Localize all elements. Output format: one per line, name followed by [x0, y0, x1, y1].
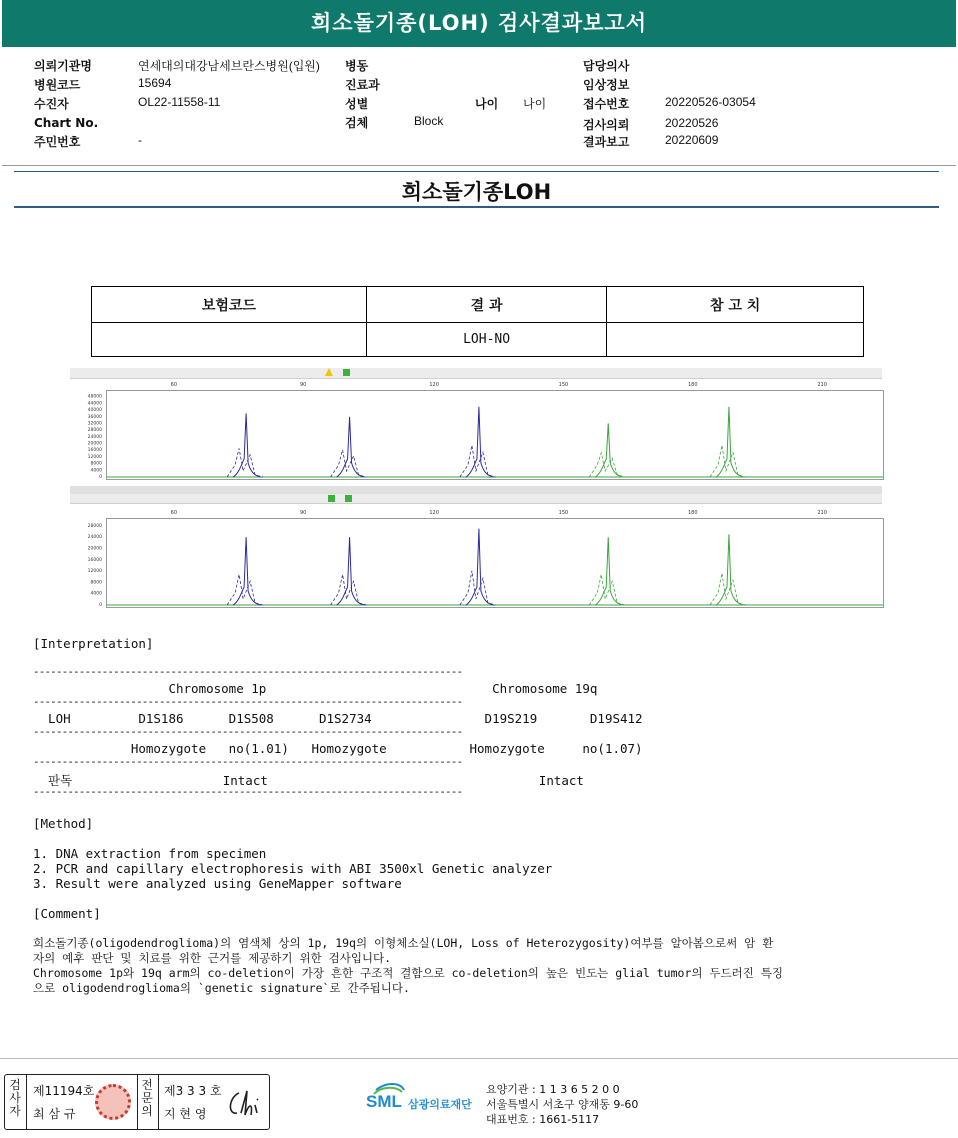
dept-label: 진료과	[345, 78, 380, 92]
hospital-value: 연세대의대강남세브란스병원(입원)	[138, 59, 320, 73]
specimen-value: Block	[414, 114, 444, 128]
organization-logo	[366, 1080, 478, 1122]
patient-value: OL22-11558-11	[138, 95, 221, 109]
id-label: 주민번호	[34, 135, 81, 149]
chromosome-line: Chromosome 1p Chromosome 19q	[33, 681, 598, 696]
method-line-2: 2. PCR and capillary electrophoresis with ABI 3500xl Genetic analyzer	[33, 861, 553, 876]
comment-heading: [Comment]	[33, 906, 101, 921]
tester-name: 최 삼 규	[33, 1107, 76, 1121]
footer-divider	[0, 1058, 958, 1059]
y-tick-label: 8000	[90, 580, 102, 586]
org-logo-text: SML	[366, 1092, 402, 1111]
status-green-icon	[345, 495, 352, 502]
warning-icon	[325, 368, 333, 376]
x-tick-label: 60	[170, 510, 178, 516]
code-label: 병원코드	[34, 78, 81, 92]
status-green-icon	[343, 369, 350, 376]
y-tick-label: 12000	[87, 454, 102, 460]
header-result: 결 과	[366, 287, 606, 323]
report-title-bar: 희소돌기종(LOH) 검사결과보고서	[2, 0, 956, 47]
y-tick-label: 12000	[87, 569, 102, 575]
report-subtitle: 희소돌기종LOH	[401, 180, 552, 204]
care-number: 요양기관 : 1 1 3 6 5 2 0 0	[486, 1083, 620, 1096]
x-tick-label: 210	[817, 382, 827, 388]
interpretation-heading: [Interpretation]	[33, 636, 154, 651]
cell-result: LOH-NO	[366, 323, 606, 357]
request-label: 검사의뢰	[583, 118, 630, 132]
x-tick-label: 90	[300, 382, 307, 388]
result-line: Homozygote no(1.01) Homozygote Homozygote no(1.07)	[33, 741, 643, 756]
comment-line-2: 자의 예후 판단 및 치료를 위한 근거를 제공하기 위한 검사입니다.	[33, 951, 392, 965]
y-tick-label: 36000	[87, 414, 102, 420]
doctor-label: 담당의사	[583, 59, 630, 73]
org-contact	[486, 1082, 638, 1127]
ward-label: 병동	[345, 59, 369, 73]
y-tick-label: 24000	[87, 434, 102, 440]
header-insurance-code: 보험코드	[92, 287, 367, 323]
y-tick-label: 4000	[90, 468, 102, 474]
x-tick-label: 180	[688, 510, 698, 516]
electropherogram-tumor	[70, 368, 882, 480]
dash-line: ---------------------------------------------------------------------------	[33, 725, 463, 738]
y-tick-label: 32000	[87, 421, 102, 427]
report-date-value: 20220609	[665, 133, 719, 147]
patient-label: 수진자	[34, 97, 69, 111]
y-tick-label: 0	[99, 603, 102, 606]
x-tick-label: 120	[429, 510, 439, 516]
comment-line-3: Chromosome 1p와 19q arm의 co-deletion이 가장 흔한 구조적 결함으로 co-deletion의 높은 빈도는 glial tumor의 두드러진 특징	[33, 966, 783, 980]
y-tick-label: 44000	[87, 401, 102, 407]
x-tick-label: 60	[170, 382, 178, 388]
id-value: -	[138, 133, 142, 147]
phone: 대표번호 : 1661-5117	[486, 1113, 600, 1126]
dash-line: ---------------------------------------------------------------------------	[33, 665, 463, 678]
y-tick-label: 28000	[87, 523, 102, 529]
org-name: 삼광의료재단	[408, 1098, 472, 1111]
chart-axis	[70, 506, 882, 606]
receipt-value: 20220526-03054	[665, 95, 756, 109]
specialist-license: 제3 3 3 호	[164, 1084, 222, 1098]
y-tick-label: 48000	[87, 394, 102, 400]
y-tick-label: 0	[99, 475, 102, 478]
report-date-label: 결과보고	[583, 135, 630, 149]
seal-stamp-icon	[95, 1084, 131, 1120]
age-value: 나이	[523, 97, 547, 111]
y-tick-label: 4000	[90, 591, 102, 597]
comment-line-4: 으로 oligodendroglioma의 `genetic signature`로 간주됩니다.	[33, 981, 410, 995]
clinical-label: 임상정보	[583, 78, 630, 92]
specialist-label: 전문의	[141, 1078, 153, 1118]
x-tick-label: 90	[300, 510, 307, 516]
comment-line-1: 희소돌기종(oligodendroglioma)의 염색체 상의 1p, 19q의 이형체소실(LOH, Loss of Heterozygosity)여부를 알아봄으로써 암 환	[33, 936, 774, 950]
y-tick-label: 28000	[87, 428, 102, 434]
marker-line: LOH D1S186 D1S508 D1S2734 D19S219 D19S412	[33, 711, 643, 726]
y-tick-label: 16000	[87, 448, 102, 454]
receipt-label: 접수번호	[583, 97, 630, 111]
code-value: 15694	[138, 76, 172, 90]
divider	[2, 165, 956, 166]
signature-icon	[225, 1087, 265, 1121]
y-tick-label: 24000	[87, 535, 102, 541]
header-reference: 참 고 치	[607, 287, 864, 323]
address: 서울특별시 서초구 양재동 9-60	[486, 1098, 639, 1111]
status-green-icon	[328, 495, 335, 502]
verdict-line: 판독 Intact Intact	[33, 773, 584, 788]
chart-axis	[70, 378, 882, 478]
y-tick-label: 8000	[90, 461, 102, 467]
specialist-name: 지 현 영	[164, 1107, 207, 1121]
request-value: 20220526	[665, 116, 719, 130]
y-tick-label: 40000	[87, 408, 102, 414]
tester-license: 제11194호	[33, 1084, 95, 1098]
chart-no-label: Chart No.	[34, 116, 99, 130]
y-tick-label: 20000	[87, 546, 102, 552]
signature-box	[4, 1074, 270, 1130]
method-heading: [Method]	[33, 816, 94, 831]
electropherogram-normal	[70, 486, 882, 608]
y-tick-label: 16000	[87, 557, 102, 563]
sex-label: 성별	[345, 97, 369, 111]
tester-label: 검사자	[9, 1078, 21, 1118]
x-tick-label: 120	[429, 382, 439, 388]
cell-reference	[607, 323, 864, 357]
result-table	[91, 286, 864, 357]
dash-line: ---------------------------------------------------------------------------	[33, 785, 463, 798]
title-rule-bottom	[14, 206, 939, 208]
x-tick-label: 210	[817, 510, 827, 516]
x-tick-label: 150	[558, 382, 569, 388]
age-label: 나이	[475, 97, 499, 111]
x-tick-label: 180	[688, 382, 698, 388]
patient-info-block	[0, 54, 958, 158]
dash-line: ---------------------------------------------------------------------------	[33, 755, 463, 768]
title-rule-top	[14, 171, 939, 172]
x-tick-label: 150	[558, 510, 569, 516]
chart-toolbar-strip-2	[70, 494, 882, 504]
method-line-3: 3. Result were analyzed using GeneMapper software	[33, 876, 402, 891]
dash-line: ---------------------------------------------------------------------------	[33, 695, 463, 708]
specimen-label: 검체	[345, 116, 369, 130]
method-line-1: 1. DNA extraction from specimen	[33, 846, 267, 861]
cell-insurance-code	[92, 323, 367, 357]
hospital-label: 의뢰기관명	[34, 59, 92, 73]
y-tick-label: 20000	[87, 441, 102, 447]
